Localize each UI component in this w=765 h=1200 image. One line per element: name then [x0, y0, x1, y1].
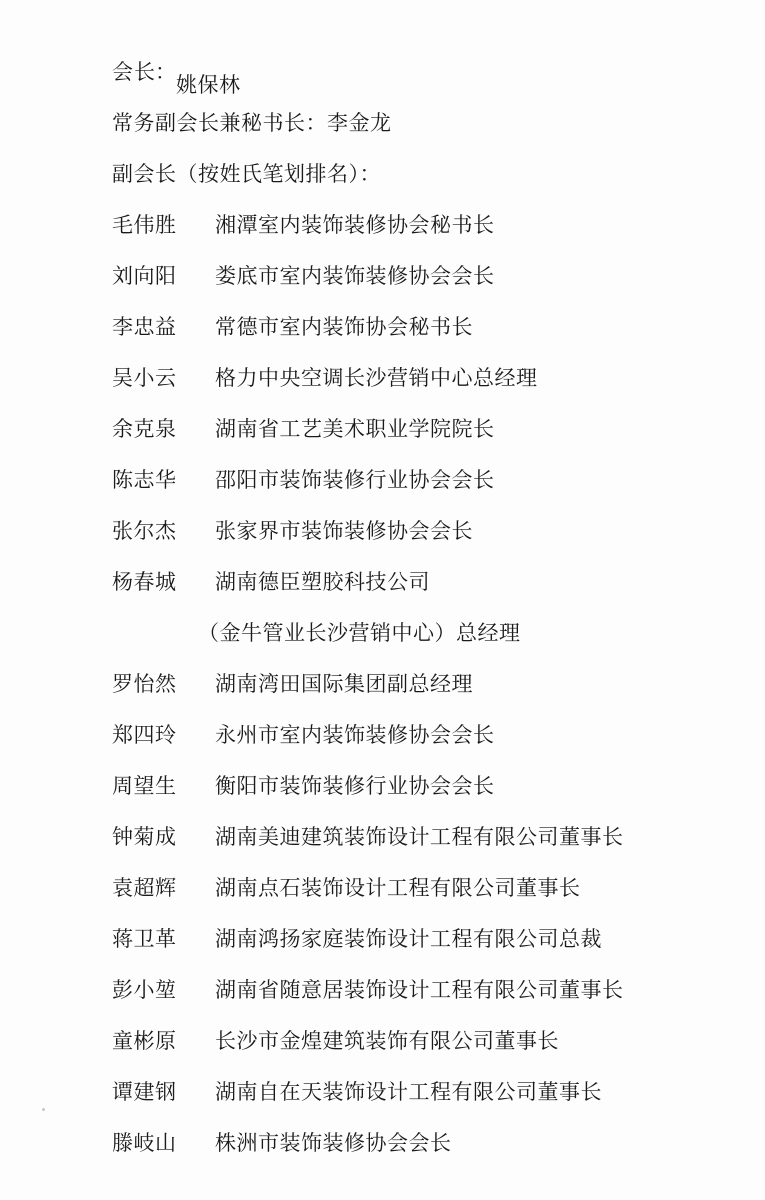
vp-row	[112, 1072, 602, 1112]
vp-name: 毛伟胜	[112, 213, 177, 237]
vp-role: 株洲市装饰装修协会会长	[215, 1131, 452, 1155]
vp-row	[112, 511, 473, 551]
vp-name: 袁超辉	[112, 876, 177, 900]
vp-heading: 副会长（按姓氏笔划排名）：	[112, 162, 381, 186]
vp-row	[112, 715, 495, 755]
president-label-char2: 长：	[134, 60, 176, 84]
vp-row	[112, 307, 473, 347]
executive-vp-name: 李金龙	[327, 111, 392, 135]
vp-role: 常德市室内装饰协会秘书长	[215, 315, 473, 339]
vp-role: 长沙市金煌建筑装饰有限公司董事长	[215, 1029, 559, 1053]
vp-name: 刘向阳	[112, 264, 177, 288]
president-label	[112, 52, 176, 92]
vp-name: 谭建钢	[112, 1080, 177, 1104]
vp-name: 周望生	[112, 774, 177, 798]
vp-role: 湖南省随意居装饰设计工程有限公司董事长	[215, 978, 624, 1002]
vp-role: 湖南点石装饰设计工程有限公司董事长	[215, 876, 581, 900]
vp-role: 湖南省工艺美术职业学院院长	[215, 417, 495, 441]
vp-name: 蒋卫革	[112, 927, 177, 951]
vp-role: 张家界市装饰装修协会会长	[215, 519, 473, 543]
vp-role-continuation: （金牛管业长沙营销中心）总经理	[198, 621, 521, 645]
vp-name: 李忠益	[112, 315, 177, 339]
vp-row	[112, 256, 495, 296]
vp-role: 湖南湾田国际集团副总经理	[215, 672, 473, 696]
president-line	[112, 52, 241, 97]
vp-role: 邵阳市装饰装修行业协会会长	[215, 468, 495, 492]
vp-name: 钟菊成	[112, 825, 177, 849]
vp-row	[112, 460, 495, 500]
vp-name: 罗怡然	[112, 672, 177, 696]
vp-name: 郑四玲	[112, 723, 177, 747]
vp-name: 滕岐山	[112, 1131, 177, 1155]
vp-name: 吴小云	[112, 366, 177, 390]
scan-speck	[42, 1108, 45, 1111]
vp-role: 永州市室内装饰装修协会会长	[215, 723, 495, 747]
executive-vp-line	[112, 103, 392, 143]
president-name: 姚保林	[176, 73, 241, 97]
vp-row	[112, 664, 473, 704]
vp-row	[112, 919, 602, 959]
vp-name: 张尔杰	[112, 519, 177, 543]
vp-row	[112, 205, 495, 245]
vp-role: 格力中央空调长沙营销中心总经理	[215, 366, 538, 390]
president-label-char1: 会	[112, 60, 133, 84]
vp-role: 湖南德臣塑胶科技公司	[215, 570, 430, 594]
vp-row	[112, 1021, 559, 1061]
executive-vp-label: 常务副会长兼秘书长：	[112, 111, 327, 135]
vp-name: 彭小堃	[112, 978, 177, 1002]
vp-name: 杨春城	[112, 570, 177, 594]
vp-role: 湖南美迪建筑装饰设计工程有限公司董事长	[215, 825, 624, 849]
vp-role: 衡阳市装饰装修行业协会会长	[215, 774, 495, 798]
vp-row	[112, 817, 624, 857]
vp-row	[112, 358, 538, 398]
vp-name: 陈志华	[112, 468, 177, 492]
vp-row	[112, 562, 430, 602]
vp-row	[112, 868, 581, 908]
vp-name: 余克泉	[112, 417, 177, 441]
vp-row	[112, 1123, 452, 1163]
vp-row	[112, 766, 495, 806]
vp-role: 湖南鸿扬家庭装饰设计工程有限公司总裁	[215, 927, 602, 951]
vp-row	[112, 970, 624, 1010]
vp-row	[112, 409, 495, 449]
vp-name: 童彬原	[112, 1029, 177, 1053]
vp-role: 湖南自在天装饰设计工程有限公司董事长	[215, 1080, 602, 1104]
vp-role: 娄底市室内装饰装修协会会长	[215, 264, 495, 288]
vp-role: 湘潭室内装饰装修协会秘书长	[215, 213, 495, 237]
